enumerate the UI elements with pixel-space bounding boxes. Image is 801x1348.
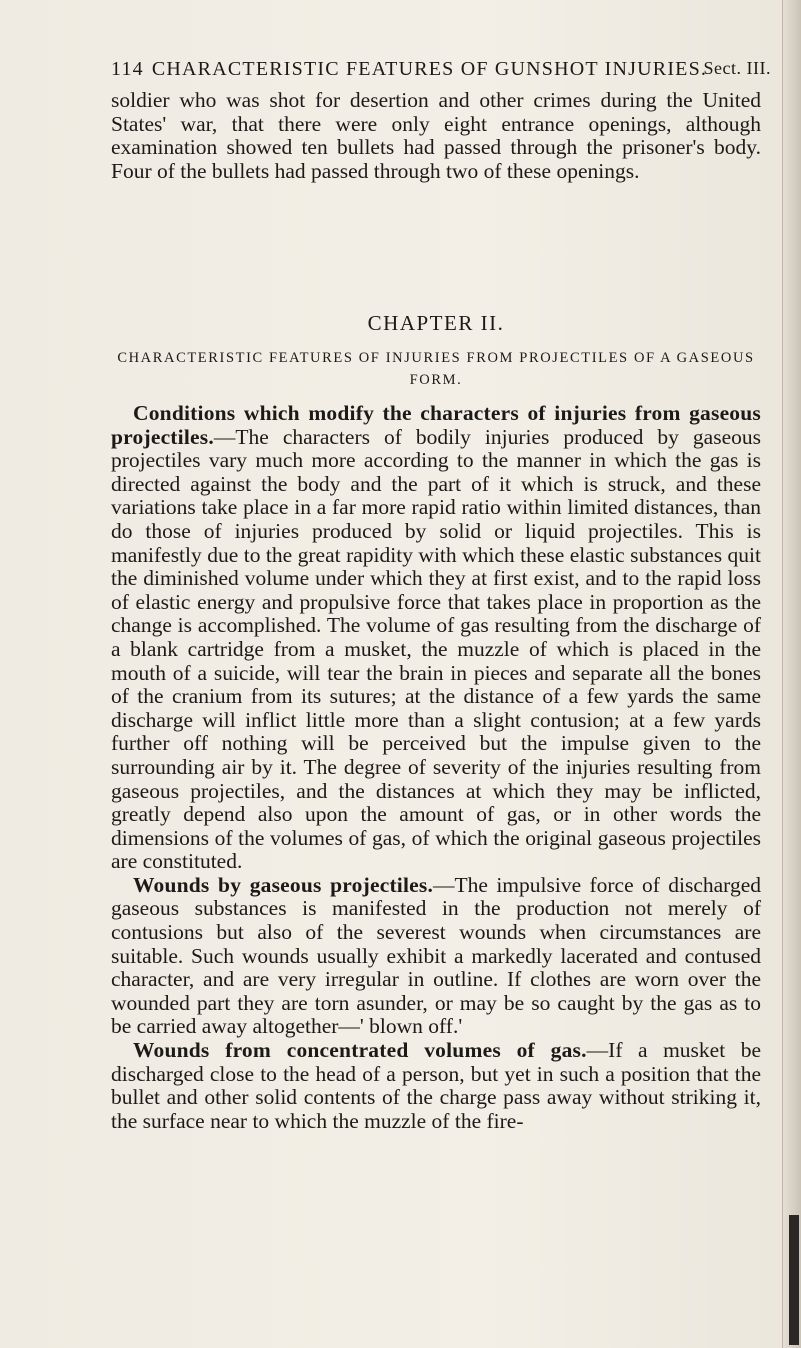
paragraph-conditions (111, 402, 761, 874)
paragraph-heading: Wounds by gaseous projectiles. (133, 872, 434, 897)
page-edge (782, 0, 801, 1348)
section-label: Sect. III. (703, 58, 771, 78)
chapter-body (111, 402, 761, 1133)
running-header (111, 58, 771, 81)
paragraph-wounds-concentrated (111, 1039, 761, 1133)
page-number: 114 (111, 58, 144, 80)
paragraph-wounds-gaseous (111, 874, 761, 1039)
paragraph-text: —The characters of bodily injuries produced by gaseous projectiles vary much more according to the manner in which the gas is directed against the body and the part of it which is struck, and these variations take place in a far more rapid ratio within limited distances, than do those of injuries produced by solid or liquid projectiles. This is manifestly due to the great rapidity with which these elastic substances quit the diminished volume under which they at first exist, and to the rapid loss of elastic energy and propulsive force that takes place in proportion as the change is accomplished. The volume of gas resulting from the discharge of a blank cartridge from a musket, the muzzle of which is placed in the mouth of a suicide, will tear the brain in pieces and separate all the bones of the cranium from its sutures; at the distance of a few yards the same discharge will inflict little more than a slight contusion; at a few yards further off nothing will be perceived but the impulse given to the surrounding air by it. The degree of severity of the injuries resulting from gaseous projectiles, and the distances at which they may be inflicted, greatly depend also upon the amount of gas, or in other words the dimensions of the volumes of gas, of which the original gaseous projectiles are constituted. (111, 424, 761, 874)
paragraph-text: —The impulsive force of discharged gaseous substances is manifested in the production not merely of contusions but also of the severest wounds when circumstances are suitable. Such wounds usually exhibit a markedly lacerated and contused character, and are very irregular in outline. If clothes are worn over the wounded part they are torn asunder, or may be so caught by the gas as to be carried away altogether—' blown off.' (111, 872, 761, 1039)
intro-paragraph: soldier who was shot for desertion and other crimes during the United States' war, that there were only eight entrance openings, although examination showed ten bullets had passed through the prisoner's body. Four of the bullets had passed through two of these openings. (111, 88, 761, 183)
running-title: CHARACTERISTIC FEATURES OF GUNSHOT INJURIES. (151, 58, 708, 80)
page-edge-shadow (789, 1215, 799, 1345)
chapter-title: CHARACTERISTIC FEATURES OF INJURIES FROM PROJECTILES OF A GASEOUS FORM. (117, 350, 755, 388)
paragraph-text: —If a musket be discharged close to the head of a person, but yet in such a position that the bullet and other solid contents of the charge pass away without striking it, the surface near to which the muzzle of the fire- (111, 1038, 761, 1133)
paragraph-heading: Wounds from concentrated volumes of gas. (133, 1038, 587, 1063)
paragraph-heading: Conditions which modify the characters of injuries from gaseous projectiles. (111, 401, 761, 449)
chapter-number: CHAPTER II. (367, 311, 505, 335)
